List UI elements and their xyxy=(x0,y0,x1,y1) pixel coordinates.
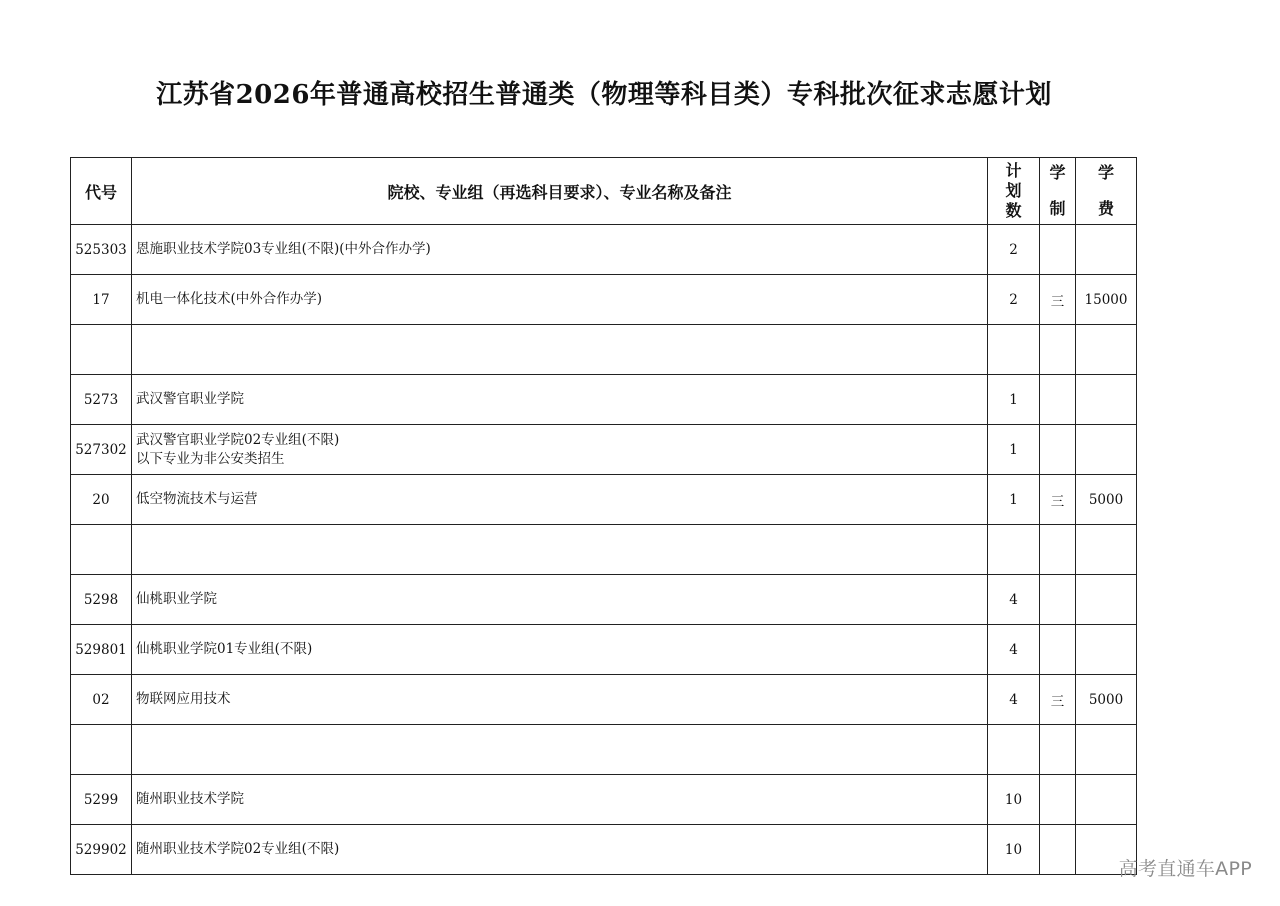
cell-code xyxy=(71,525,132,575)
cell-name-text: 机电一体化技术(中外合作办学) xyxy=(136,291,323,307)
cell-fee xyxy=(1076,225,1137,275)
cell-years xyxy=(1040,525,1076,575)
cell-code: 02 xyxy=(71,675,132,725)
cell-code: 525303 xyxy=(71,225,132,275)
cell-name xyxy=(132,225,988,275)
header-plan xyxy=(988,158,1040,225)
page-title: 江苏省2026年普通高校招生普通类（物理等科目类）专科批次征求志愿计划 xyxy=(156,80,1052,110)
cell-fee xyxy=(1076,775,1137,825)
cell-fee xyxy=(1076,525,1137,575)
table-row xyxy=(71,825,1137,875)
cell-name xyxy=(132,325,988,375)
cell-years xyxy=(1040,725,1076,775)
cell-name xyxy=(132,525,988,575)
cell-name xyxy=(132,475,988,525)
cell-code xyxy=(71,725,132,775)
cell-years xyxy=(1040,225,1076,275)
cell-plan: 1 xyxy=(988,475,1040,525)
header-fee-char: 学 xyxy=(1097,163,1114,182)
cell-plan: 10 xyxy=(988,775,1040,825)
table-row xyxy=(71,525,1137,575)
table-row xyxy=(71,725,1137,775)
header-plan-char: 计 xyxy=(1005,161,1022,180)
cell-plan: 2 xyxy=(988,225,1040,275)
cell-name-text: 仙桃职业学院01专业组(不限) xyxy=(136,641,313,657)
cell-plan: 1 xyxy=(988,425,1040,475)
cell-fee: 5000 xyxy=(1076,475,1137,525)
table-row xyxy=(71,475,1137,525)
cell-code: 529801 xyxy=(71,625,132,675)
header-plan-char: 数 xyxy=(1005,201,1022,220)
cell-years: 三 xyxy=(1040,475,1076,525)
cell-code: 527302 xyxy=(71,425,132,475)
cell-name-text: 物联网应用技术 xyxy=(136,691,231,707)
cell-name-text: 随州职业技术学院02专业组(不限) xyxy=(136,841,340,857)
header-plan-char: 划 xyxy=(1005,181,1022,200)
cell-code: 5273 xyxy=(71,375,132,425)
header-fee-char: 费 xyxy=(1097,199,1114,218)
cell-years: 三 xyxy=(1040,275,1076,325)
cell-code: 529902 xyxy=(71,825,132,875)
cell-plan xyxy=(988,725,1040,775)
table-row xyxy=(71,625,1137,675)
cell-name-text: 恩施职业技术学院03专业组(不限)(中外合作办学) xyxy=(136,241,431,257)
cell-plan: 10 xyxy=(988,825,1040,875)
cell-name xyxy=(132,825,988,875)
table-row xyxy=(71,325,1137,375)
cell-name-note: 以下专业为非公安类招生 xyxy=(136,450,285,467)
cell-name-text: 武汉警官职业学院02专业组(不限) xyxy=(136,431,340,448)
table-row xyxy=(71,225,1137,275)
cell-name xyxy=(132,775,988,825)
table-row xyxy=(71,375,1137,425)
table-header-row xyxy=(71,158,1137,225)
table-row xyxy=(71,275,1137,325)
table-row xyxy=(71,425,1137,475)
cell-years xyxy=(1040,325,1076,375)
cell-fee xyxy=(1076,575,1137,625)
cell-name xyxy=(132,625,988,675)
cell-fee xyxy=(1076,375,1137,425)
cell-years xyxy=(1040,775,1076,825)
cell-fee xyxy=(1076,425,1137,475)
cell-years xyxy=(1040,425,1076,475)
cell-name xyxy=(132,425,988,475)
header-years xyxy=(1040,158,1076,225)
cell-code xyxy=(71,325,132,375)
cell-name-text: 随州职业技术学院 xyxy=(136,791,244,807)
cell-plan xyxy=(988,525,1040,575)
cell-years xyxy=(1040,575,1076,625)
cell-code: 17 xyxy=(71,275,132,325)
cell-name xyxy=(132,375,988,425)
table-row xyxy=(71,675,1137,725)
cell-name-text: 仙桃职业学院 xyxy=(136,591,217,607)
cell-plan: 1 xyxy=(988,375,1040,425)
cell-code: 5298 xyxy=(71,575,132,625)
cell-name xyxy=(132,725,988,775)
cell-years xyxy=(1040,625,1076,675)
header-years-char: 制 xyxy=(1049,199,1066,218)
cell-plan xyxy=(988,325,1040,375)
cell-name xyxy=(132,575,988,625)
cell-fee: 15000 xyxy=(1076,275,1137,325)
cell-fee: 5000 xyxy=(1076,675,1137,725)
header-fee xyxy=(1076,158,1137,225)
cell-name-text: 低空物流技术与运营 xyxy=(136,491,258,507)
cell-fee xyxy=(1076,725,1137,775)
cell-plan: 4 xyxy=(988,575,1040,625)
cell-name xyxy=(132,275,988,325)
table-row xyxy=(71,775,1137,825)
cell-years: 三 xyxy=(1040,675,1076,725)
header-name: 院校、专业组（再选科目要求）、专业名称及备注 xyxy=(132,158,988,225)
cell-plan: 4 xyxy=(988,675,1040,725)
header-code: 代号 xyxy=(71,158,132,225)
header-years-char: 学 xyxy=(1049,163,1066,182)
cell-code: 5299 xyxy=(71,775,132,825)
cell-years xyxy=(1040,825,1076,875)
admission-plan-table xyxy=(70,157,1137,875)
cell-fee xyxy=(1076,625,1137,675)
cell-plan: 2 xyxy=(988,275,1040,325)
cell-years xyxy=(1040,375,1076,425)
cell-plan: 4 xyxy=(988,625,1040,675)
cell-name-text: 武汉警官职业学院 xyxy=(136,391,244,407)
watermark-logo-text: 高考直通车APP xyxy=(1118,858,1252,880)
cell-code: 20 xyxy=(71,475,132,525)
cell-fee xyxy=(1076,325,1137,375)
cell-name xyxy=(132,675,988,725)
table-row xyxy=(71,575,1137,625)
